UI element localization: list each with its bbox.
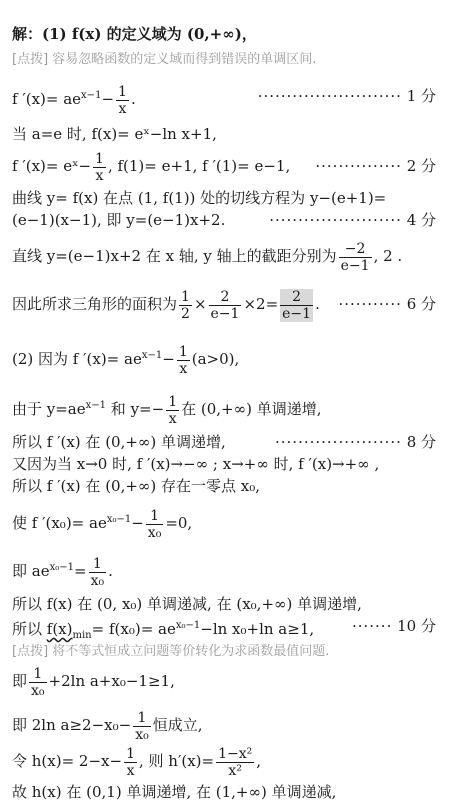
fraction <box>116 84 129 117</box>
expr: 即 <box>12 672 28 690</box>
score-mark: ··············· 2 分 <box>315 157 436 175</box>
denominator: x₀ <box>135 726 149 743</box>
expr: . <box>315 295 320 313</box>
denominator: x <box>126 762 135 779</box>
score-text: 2 分 <box>406 157 436 175</box>
expr: − <box>162 350 175 368</box>
exponent: x₀−1 <box>49 562 74 573</box>
numerator: −2 <box>339 241 372 258</box>
numerator: 1 <box>133 710 151 727</box>
expr: (e−1)(x−1), 即 y=(e−1)x+2. <box>12 211 226 229</box>
expr: = f(x₀)= ae <box>91 620 176 638</box>
exponent: x−1 <box>141 350 163 361</box>
derivative-line <box>12 76 452 116</box>
tangent-line-text: 曲线 y= f(x) 在点 (1, f(1)) 处的切线方程为 y−(e+1)= <box>12 189 387 207</box>
expr: 即 ae <box>12 562 50 580</box>
score-mark: ······· 10 分 <box>351 617 436 635</box>
expr: (a>0), <box>191 350 240 368</box>
expr: (2) 因为 f ′(x)= ae <box>12 350 142 368</box>
denominator: x² <box>228 762 242 779</box>
h-function-line <box>12 740 261 782</box>
case-line: 当 a=e 时, f(x)= eˣ−ln x+1, <box>12 125 217 143</box>
numerator: 1 <box>118 83 127 100</box>
fraction <box>146 508 164 541</box>
numerator: 1 <box>178 343 188 360</box>
expr: − <box>101 90 115 108</box>
numerator: 1 <box>146 508 164 525</box>
hint-note-2: [点拨] 将不等式恒成立问题等价转化为求函数最值问题. <box>12 644 330 659</box>
expr: 即 2ln a≥2−x₀− <box>12 716 132 734</box>
tangent-equation-line <box>12 210 452 230</box>
expr: , 则 h′(x)= <box>139 752 215 770</box>
fraction <box>133 710 151 743</box>
solution-part1-domain: 解：(1) f(x) 的定义域为 (0,+∞)， <box>12 25 257 43</box>
numerator: 1 <box>95 150 104 167</box>
numerator: 1−x² <box>218 745 253 762</box>
exponent: x−1 <box>85 400 107 411</box>
expr: −ln x₀+ln a≥1, <box>200 620 315 638</box>
numerator: 1 <box>181 288 190 305</box>
part2-derivative-line <box>12 334 239 378</box>
numerator: 2 <box>280 289 313 306</box>
denominator: 2 <box>181 305 190 322</box>
expr: =0, <box>165 514 193 532</box>
expr: 在 (0,+∞) 单调递增, <box>181 400 322 418</box>
fraction <box>124 746 137 779</box>
denominator: x₀ <box>90 572 105 589</box>
numerator: 1 <box>126 745 135 762</box>
limit-line: 又因为当 x→0 时, f ′(x)→−∞ ; x→+∞ 时, f ′(x)→+∞ , <box>12 455 380 473</box>
solution-heading <box>12 24 257 44</box>
score-mark: ······················ 8 分 <box>275 433 436 451</box>
expr: − <box>131 514 144 532</box>
expr: f ′(x)= eˣ− <box>12 157 92 175</box>
denominator: x <box>168 410 177 427</box>
numerator: 1 <box>89 556 107 573</box>
wavy-underlined-expr: f(x) <box>46 620 73 638</box>
fraction <box>179 289 192 322</box>
fraction <box>89 556 107 589</box>
fraction <box>166 394 179 427</box>
fraction <box>29 666 47 699</box>
exponent: x₀−1 <box>106 514 132 525</box>
expr: , 2 . <box>373 247 403 265</box>
expr: , f(1)= e+1, f ′(1)= e−1, <box>107 157 291 175</box>
score-text: 8 分 <box>406 433 436 451</box>
score-mark: ························· 1 分 <box>257 87 436 105</box>
expr: × <box>193 295 207 313</box>
expr: f ′(x)= ae <box>12 90 82 108</box>
score-mark: ······················· 4 分 <box>269 211 436 229</box>
h-monotonic-line: 故 h(x) 在 (0,1) 单调递增, 在 (1,+∞) 单调递减, <box>12 783 337 801</box>
expr: . <box>130 90 136 108</box>
inequality-line <box>12 660 175 702</box>
expr: = <box>73 562 87 580</box>
denominator: x₀ <box>147 524 162 541</box>
derivative-eval-line <box>12 146 452 186</box>
score-text: 6 分 <box>406 295 436 313</box>
numerator: 1 <box>29 666 47 683</box>
area-line <box>12 282 452 326</box>
fraction <box>209 289 242 322</box>
monotonic-reason-line <box>12 384 322 428</box>
score-text: 10 分 <box>397 617 436 635</box>
denominator: e−1 <box>210 305 240 322</box>
fraction <box>216 746 254 779</box>
zero-point-line: 所以 f ′(x) 在 (0,+∞) 存在一零点 x₀, <box>12 477 261 495</box>
expr: ×2= <box>243 295 279 313</box>
exponent: x₀−1 <box>175 620 201 631</box>
expr: , <box>256 752 262 770</box>
fraction <box>339 241 372 274</box>
numerator: 1 <box>168 393 178 410</box>
expr: 因此所求三角形的面积为 <box>12 295 178 313</box>
monotonic-line <box>12 432 452 452</box>
expr: 直线 y=(e−1)x+2 在 x 轴, y 轴上的截距分别为 <box>12 247 337 265</box>
score-mark: ··········· 6 分 <box>338 295 436 313</box>
denominator: x <box>118 100 127 117</box>
expr: 使 f ′(x₀)= ae <box>12 514 107 532</box>
expr: 恒成立, <box>152 716 203 734</box>
expr: 所以 <box>12 620 47 638</box>
denominator: e−1 <box>340 257 370 274</box>
fraction <box>93 151 106 184</box>
hint-note-1: [点拨] 容易忽略函数的定义域而得到错误的单调区间. <box>12 52 317 67</box>
denominator: x <box>95 167 104 184</box>
expr: 由于 y=ae <box>12 400 86 418</box>
score-text: 1 分 <box>406 87 436 105</box>
denominator: x <box>179 360 188 377</box>
expr: 和 y=− <box>106 400 165 418</box>
denominator: x₀ <box>31 682 45 699</box>
exponent: x−1 <box>81 90 102 101</box>
zero-condition-line <box>12 498 192 542</box>
expr: 所以 f ′(x) 在 (0,+∞) 单调递增, <box>12 433 226 451</box>
highlighted-answer-fraction <box>280 289 313 322</box>
subscript: min <box>72 630 92 641</box>
expr: 令 h(x)= 2−x− <box>12 752 123 770</box>
numerator: 2 <box>209 289 242 306</box>
expr: . <box>108 562 113 580</box>
intercept-line <box>12 234 402 278</box>
denominator: e−1 <box>282 305 312 322</box>
fraction <box>177 344 190 377</box>
expr: +2ln a+x₀−1≥1, <box>48 672 175 690</box>
interval-line: 所以 f(x) 在 (0, x₀) 单调递减, 在 (x₀,+∞) 单调递增, <box>12 595 362 613</box>
equivalent-condition-line <box>12 546 113 590</box>
score-text: 4 分 <box>406 211 436 229</box>
